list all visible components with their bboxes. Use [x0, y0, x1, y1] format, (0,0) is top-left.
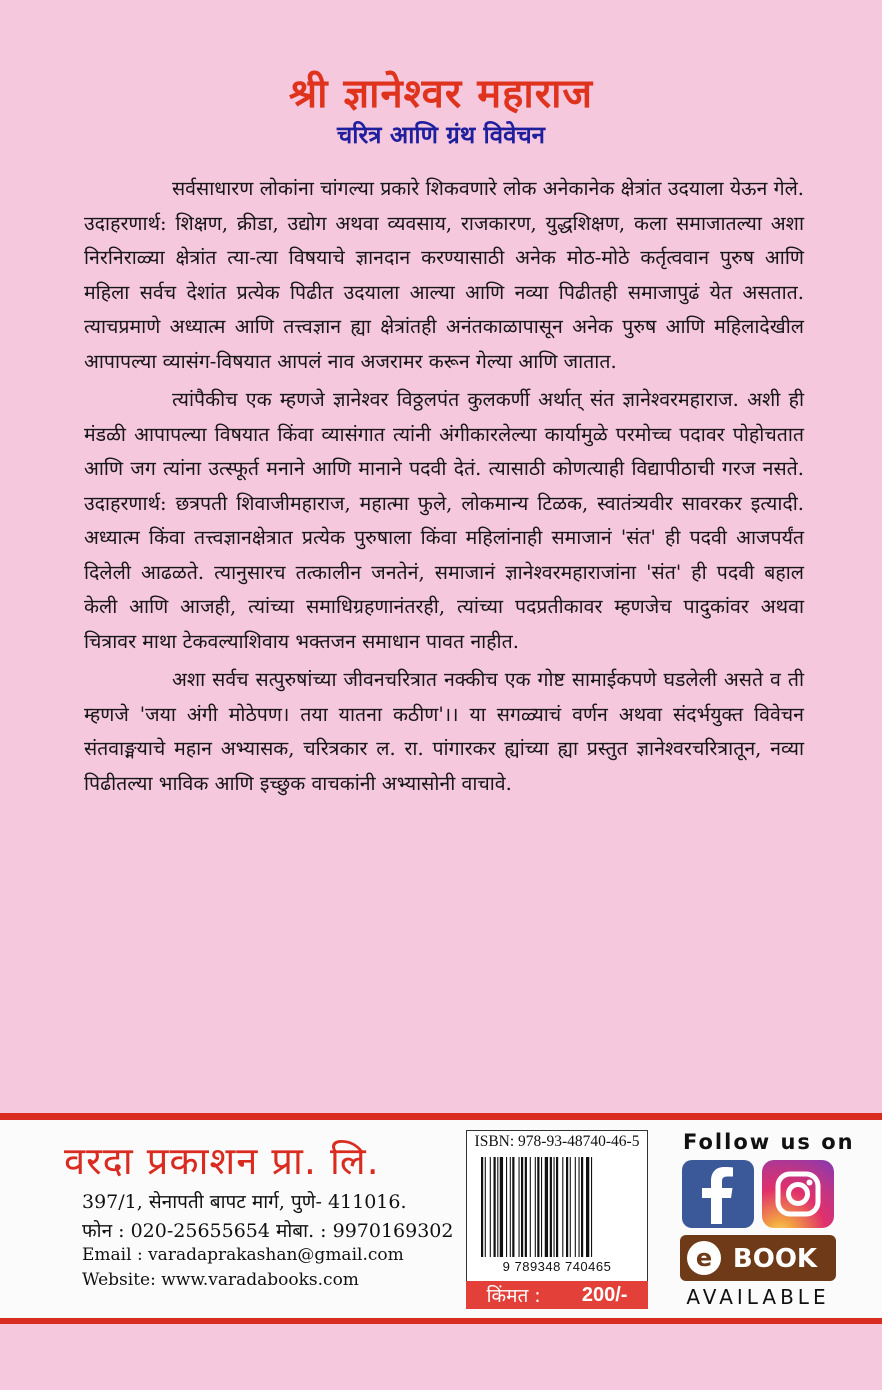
barcode-bar: [494, 1157, 496, 1257]
barcode: [477, 1157, 637, 1257]
barcode-bar: [485, 1157, 486, 1257]
publisher-phone: फोन : 020-25655654 मोबा. : 9970169302: [82, 1220, 454, 1242]
barcode-bar: [521, 1157, 523, 1257]
barcode-bar: [481, 1157, 483, 1257]
barcode-bar: [512, 1157, 514, 1257]
barcode-bar: [562, 1157, 563, 1257]
barcode-bar: [530, 1157, 531, 1257]
price-value: 200/-: [581, 1283, 628, 1306]
blurb-paragraph-1: सर्वसाधारण लोकांना चांगल्या प्रकारे शिकवणारे लोक अनेकानेक क्षेत्रांत उदयाला येऊन गेले. उदाहरणार्थ: शिक्षण, क्रीडा, उद्योग अथवा व्यवसाय, राजकारण, युद्धशिक्षण, कला समाजातल्या अशा निरनिराळ्या क्षेत्रांत त्या-त्या विषयाचे ज्ञानदान करण्यासाठी अनेक मोठ-मोठे कर्तृत्ववान पुरुष आणि महिला सर्वच देशांत प्रत्येक पिढीत उदयाला आल्या आणि नव्या पिढीतही समाजापुढं येत असतात. त्याचप्रमाणे अध्यात्म आणि तत्त्वज्ञान ह्या क्षेत्रांतही अनंतकाळापासून अनेक पुरुष आणि महिलादेखील आपापल्या व्यासंग-विषयात आपलं नाव अजरामर करून गेल्या आणि जातात.: [84, 177, 804, 373]
price-tag: [466, 1281, 648, 1309]
ebook-text: BOOK: [732, 1244, 818, 1274]
ebook-badge: [680, 1235, 836, 1281]
facebook-icon: [682, 1160, 754, 1228]
book-subtitle: चरित्र आणि ग्रंथ विवेचन: [336, 121, 546, 149]
isbn-label: ISBN: 978-93-48740-46-5: [474, 1133, 640, 1150]
instagram-icon: [762, 1160, 834, 1228]
publisher-email: Email : varadaprakashan@gmail.com: [82, 1245, 404, 1265]
barcode-bar: [575, 1157, 576, 1257]
barcode-bar: [556, 1157, 558, 1257]
follow-us-label: Follow us on: [683, 1130, 855, 1154]
available-label: AVAILABLE: [686, 1285, 830, 1309]
barcode-bar: [566, 1157, 568, 1257]
price-label: किंमत :: [486, 1285, 541, 1307]
barcode-bar: [545, 1157, 548, 1257]
footer-top-rule: [0, 1113, 882, 1120]
book-title: श्री ज्ञानेश्वर महाराज: [288, 71, 594, 117]
blurb-paragraph-3: अशा सर्वच सत्पुरुषांच्या जीवनचरित्रात नक्कीच एक गोष्ट सामाईकपणे घडलेली असते व ती म्हणजे 'जया अंगी मोठेपण। तया यातना कठीण'।। या सगळ्याचं वर्णन अथवा संदर्भयुक्त विवेचन संतवाङ्मयाचे महान अभ्यासक, चरित्रकार ल. रा. पांगारकर ह्यांच्या ह्या प्रस्तुत ज्ञानेश्वरचरित्रातून, नव्या पिढीतल्या भाविक आणि इच्छुक वाचकांनी अभ्यासोनी वाचावे.: [84, 668, 804, 795]
barcode-bar: [581, 1157, 583, 1257]
publisher-address: 397/1, सेनापती बापट मार्ग, पुणे- 411016.: [82, 1191, 407, 1213]
barcode-bar: [506, 1157, 507, 1257]
blurb-paragraph-2: त्यांपैकीच एक म्हणजे ज्ञानेश्वर विठ्ठलपंत कुलकर्णी अर्थात् संत ज्ञानेश्वरमहाराज. अशी ही मंडळी आपापल्या विषयात किंवा व्यासंगात त्यांनी अंगीकारलेल्या कार्यामुळे परमोच्च पदावर पोहोचतात आणि जग त्यांना उत्स्फूर्त मनाने आणि मानाने पदवी देतं. त्यासाठी कोणत्याही विद्यापीठाची गरज नसते. उदाहरणार्थ: छत्रपती शिवाजीमहाराज, महात्मा फुले, लोकमान्य टिळक, स्वातंत्र्यवीर सावरकर इत्यादी. अध्यात्म किंवा तत्त्वज्ञानक्षेत्रात प्रत्येक पुरुषाला किंवा महिलांनाही समाजानं 'संत' ही पदवी आजपर्यंत दिलेली आढळते. त्यानुसारच तत्कालीन जनतेनं, समाजानं ज्ञानेश्वरमहाराजांना 'संत' ही पदवी बहाल केली आणि आजही, त्यांच्या समाधिग्रहणानंतरही, त्यांच्या पदप्रतीकावर म्हणजेच पादुकांवर अथवा चित्रावर माथा टेकवल्याशिवाय भक्तजन समाधान पावत नाहीत.: [84, 388, 804, 653]
isbn-digits: 9 789348 740465: [502, 1259, 612, 1274]
barcode-bar: [535, 1157, 536, 1257]
isbn-box: [466, 1130, 648, 1282]
barcode-bar: [550, 1157, 552, 1257]
barcode-bar: [519, 1157, 520, 1257]
barcode-bar: [497, 1157, 498, 1257]
barcode-bar: [570, 1157, 571, 1257]
footer-bottom-rule: [0, 1318, 882, 1324]
barcode-bar: [591, 1157, 592, 1257]
barcode-bar: [490, 1157, 491, 1257]
barcode-bar: [500, 1157, 503, 1257]
ebook-e-letter: e: [695, 1244, 713, 1272]
publisher-website: Website: www.varadabooks.com: [82, 1270, 359, 1290]
publisher-name: वरदा प्रकाशन प्रा. लि.: [64, 1139, 380, 1183]
barcode-bar: [579, 1157, 580, 1257]
barcode-bar: [537, 1157, 539, 1257]
barcode-bar: [554, 1157, 555, 1257]
blurb: [84, 172, 804, 801]
barcode-bar: [586, 1157, 589, 1257]
barcode-bar: [541, 1157, 542, 1257]
barcode-bar: [510, 1157, 511, 1257]
barcode-bar: [525, 1157, 527, 1257]
